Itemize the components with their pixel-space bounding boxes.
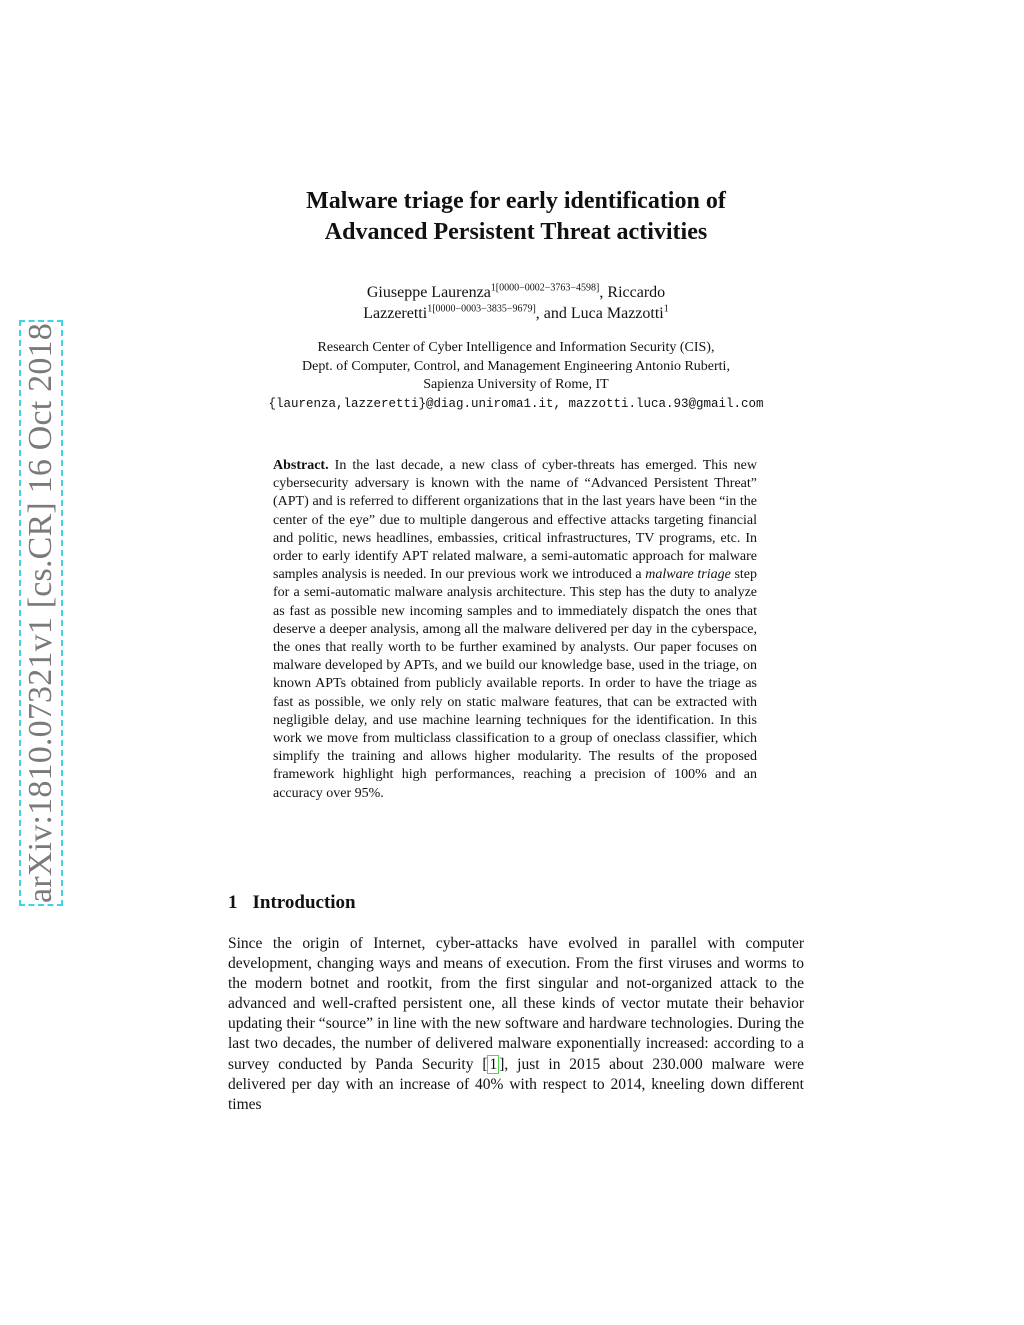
section-title: Introduction xyxy=(252,892,356,913)
author-emails: {laurenza,lazzeretti}@diag.uniroma1.it, mazzotti.luca.93@gmail.com xyxy=(268,396,764,411)
affiliation-block xyxy=(228,339,804,413)
section-heading-introduction xyxy=(228,892,356,914)
abstract-emphasis: malware triage xyxy=(645,567,731,583)
author-orcid: 1[0000−0003−3835−9679] xyxy=(427,303,536,315)
introduction-paragraph: Since the origin of Internet, cyber-attacks have evolved in parallel with computer development, changing ways and means of execution. From the first viruses and worms to the modern botnet and rootkit, from the first singular and not-organized attack to the advanced and well-crafted persistent one, all these kinds of vector mutate their behavior updating their “source” in line with the new software and hardware technologies. During the last two decades, the number of delivered malware exponentially increased: according to a survey conducted by Panda Security [ 1 ], just in 2015 about 230.000 malware were delivered per day with an increase of 40% with respect to 2014, kneeling down different times xyxy=(228,935,804,1113)
section-number: 1 xyxy=(228,892,238,913)
abstract-label: Abstract. xyxy=(273,458,329,473)
title-line-1: Malware triage for early identification of xyxy=(306,188,726,214)
arxiv-identifier-stamp xyxy=(19,320,63,906)
affiliation-line: Dept. of Computer, Control, and Management Engineering Antonio Ruberti, xyxy=(302,358,730,374)
abstract xyxy=(273,457,757,803)
citation-link[interactable]: 1 xyxy=(489,1055,498,1073)
author-affiliation-mark: 1 xyxy=(663,303,669,315)
arxiv-identifier-text: arXiv:1810.07321v1 [cs.CR] 16 Oct 2018 xyxy=(22,323,59,903)
introduction-text: , just in 2015 about 230.000 malware were delivered per day with an increase of 40% with respect to 2014, kneeling down different times xyxy=(228,1055,804,1113)
author-name: Giuseppe Laurenza xyxy=(366,284,491,301)
affiliation-line: Sapienza University of Rome, IT xyxy=(423,377,609,392)
author-separator: , Riccardo xyxy=(599,284,666,301)
abstract-text: In the last decade, a new class of cyber-threats has emerged. This new cybersecurity adversary is known with the name of “Advanced Persistent Threat” (APT) and is referred to different organizations that in the last years have been “in the center of the eye” due to multiple dangerous and effective attacks targeting financial and politic, news headlines, embassies, critical infrastructures, TV programs, etc. In order to early identify APT related malware, a semi-automatic approach for malware samples analysis is needed. In our previous work we introduced a xyxy=(273,458,757,583)
author-name: Lazzeretti xyxy=(363,305,428,322)
paper-title xyxy=(228,186,804,248)
abstract-text: step for a semi-automatic malware analysis architecture. This step has the duty to analyze as fast as possible new incoming samples and to immediately dispatch the ones that deserve a deeper analysis, among all the malware delivered per day in the cyberspace, the ones that really worth to be further examined by analysts. Our paper focuses on malware developed by APTs, and we build our knowledge base, used in the triage, on known APTs obtained from publicly available reports. In order to have the triage as fast as possible, we only rely on static malware features, that can be extracted with negligible delay, and use machine learning techniques for the identification. In this work we move from multiclass classification to a group of oneclass classifier, which simplify the training and allows higher modularity. The results of the proposed framework highlight high performances, reaching a precision of 100% and an accuracy over 95%. xyxy=(273,567,758,801)
author-name: , and Luca Mazzotti xyxy=(535,305,664,322)
title-line-2: Advanced Persistent Threat activities xyxy=(324,219,708,245)
introduction-text: Since the origin of Internet, cyber-attacks have evolved in parallel with computer development, changing ways and means of execution. From the first viruses and worms to the modern botnet and rootkit, from the first singular and not-organized attack to the advanced and well-crafted persistent one, all these kinds of vector mutate their behavior updating their “source” in line with the new software and hardware technologies. During the last two decades, the number of delivered malware exponentially increased: according to a survey conducted by Panda Security xyxy=(228,935,804,1073)
author-orcid: 1[0000−0002−3763−4598] xyxy=(490,282,600,294)
author-list xyxy=(228,282,804,324)
affiliation-line: Research Center of Cyber Intelligence and Information Security (CIS), xyxy=(317,340,715,355)
